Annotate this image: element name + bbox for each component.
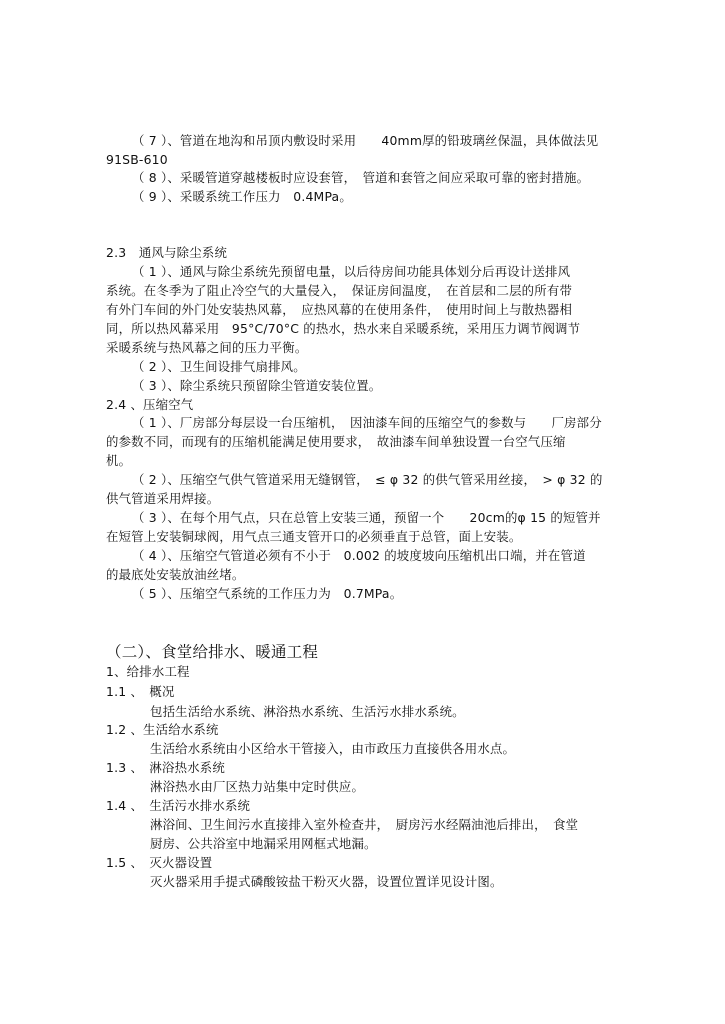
- text-line: 同，所以热风幕采用 95°C/70°C 的热水，热水来自采暖系统，采用压力调节阀调节: [106, 321, 581, 336]
- text-line: （ 8 ）、采暖管道穿越楼板时应设套管， 管道和套管之间应采取可靠的密封措施。: [132, 170, 590, 185]
- text-line: （ 1 ）、通风与除尘系统先预留电量，以后待房间功能具体划分后再设计送排风: [132, 264, 571, 279]
- text-line: 淋浴间、卫生间污水直接排入室外检查井， 厨房污水经隔油池后排出， 食堂: [150, 817, 579, 832]
- text-line: 淋浴热水由厂区热力站集中定时供应。: [150, 779, 365, 794]
- text-line: （ 3 ）、在每个用气点，只在总管上安装三通，预留一个 20cm的φ 15 的短管并: [132, 510, 601, 525]
- text-line: （ 2 ）、压缩空气供气管道采用无缝钢管， ≤ φ 32 的供气管采用丝接， > φ 32 的: [132, 472, 603, 487]
- text-line: 包括生活给水系统、淋浴热水系统、生活污水排水系统。: [150, 704, 465, 719]
- section-heading: 1.3 、 淋浴热水系统: [106, 760, 225, 775]
- text-line: 91SB-610: [106, 152, 168, 167]
- text-line: 生活给水系统由小区给水干管接入，由市政压力直接供各用水点。: [150, 741, 516, 756]
- section-heading: 1.1 、 概况: [106, 684, 175, 699]
- text-line: （ 1 ）、厂房部分每层设一台压缩机， 因油漆车间的压缩空气的参数与 厂房部分: [132, 415, 602, 430]
- section-heading: 1、给排水工程: [106, 664, 190, 679]
- chapter-heading: （二）、食堂给排水、暖通工程: [106, 643, 319, 661]
- text-line: 供气管道采用焊接。: [106, 491, 220, 506]
- section-heading: 2.3 通风与除尘系统: [106, 245, 228, 260]
- section-heading: 1.4 、 生活污水排水系统: [106, 798, 251, 813]
- text-line: （ 4 ）、压缩空气管道必须有不小于 0.002 的坡度坡向压缩机出口端，并在管道: [132, 548, 586, 563]
- text-line: （ 5 ）、压缩空气系统的工作压力为 0.7MPa。: [132, 586, 403, 601]
- section-heading: 1.5 、 灭火器设置: [106, 855, 213, 870]
- text-line: 厨房、公共浴室中地漏采用网框式地漏。: [150, 836, 377, 851]
- text-line: 采暖系统与热风幕之间的压力平衡。: [106, 340, 308, 355]
- text-line: （ 2 ）、卫生间设排气扇排风。: [132, 359, 306, 374]
- text-line: 的参数不同，而现有的压缩机能满足使用要求， 故油漆车间单独设置一台空气压缩: [106, 434, 566, 449]
- text-line: 的最底处安装放油丝堵。: [106, 567, 245, 582]
- text-line: （ 9 ）、采暖系统工作压力 0.4MPa。: [132, 189, 352, 204]
- text-line: 有外门车间的外门处安装热风幕， 应热风幕的在使用条件， 使用时间上与散热器相: [106, 302, 573, 317]
- text-line: （ 3 ）、除尘系统只预留除尘管道安装位置。: [132, 378, 382, 393]
- text-line: 机。: [106, 453, 132, 468]
- section-heading: 2.4 、压缩空气: [106, 397, 194, 412]
- text-line: 灭火器采用手提式磷酸铵盐干粉灭火器，设置位置详见设计图。: [150, 874, 503, 889]
- section-heading: 1.2 、生活给水系统: [106, 722, 219, 737]
- text-line: 在短管上安装铜球阀，用气点三通支管开口的必须垂直于总管，面上安装。: [106, 529, 522, 544]
- text-line: 系统。在冬季为了阻止冷空气的大量侵入， 保证房间温度， 在首层和二层的所有带: [106, 283, 573, 298]
- text-line: （ 7 ）、管道在地沟和吊顶内敷设时采用 40mm厚的铅玻璃丝保温，具体做法见: [132, 133, 599, 148]
